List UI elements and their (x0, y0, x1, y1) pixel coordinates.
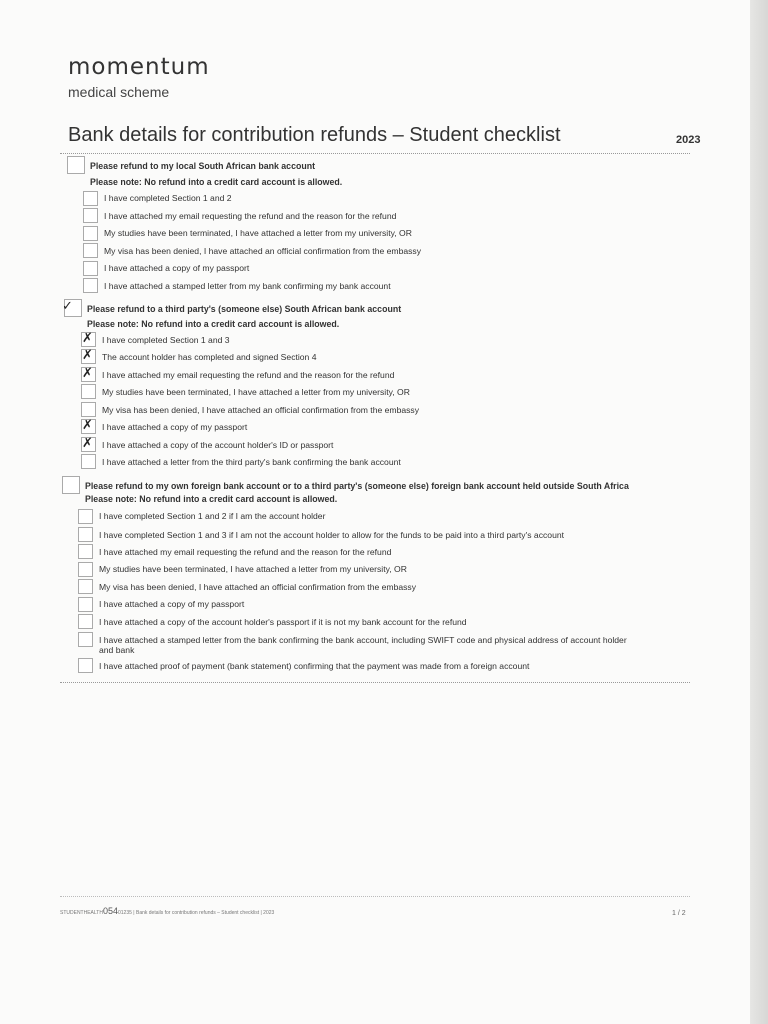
section2-note: Please note: No refund into a credit card account is allowed. (87, 319, 340, 329)
section3-item-checkbox[interactable] (78, 544, 93, 559)
section3-item-checkbox[interactable] (78, 509, 93, 524)
checklist-end-divider (60, 682, 690, 683)
section1-item: I have completed Section 1 and 2 (104, 193, 232, 203)
section3-item-checkbox[interactable] (78, 527, 93, 542)
page-number: 1 / 2 (672, 910, 686, 917)
section1-checkbox[interactable] (67, 156, 85, 174)
page-title: Bank details for contribution refunds – Student checklist (68, 124, 561, 146)
handwritten-cross-mark: ✗ (82, 436, 93, 451)
section3-item-checkbox[interactable] (78, 597, 93, 612)
handwritten-check-mark: ✓ (62, 299, 73, 314)
handwritten-cross-mark: ✗ (82, 348, 93, 363)
footer-code-prefix: STUDENTHEALTH (60, 910, 103, 916)
section3-item-checkbox[interactable] (78, 562, 93, 577)
section1-note: Please note: No refund into a credit card account is allowed. (90, 177, 343, 187)
section3-item: I have attached proof of payment (bank statement) confirming that the payment was made from a foreign account (99, 661, 530, 671)
section1-item: My visa has been denied, I have attached an official confirmation from the embassy (104, 246, 422, 256)
section3-item: I have attached my email requesting the refund and the reason for the refund (99, 547, 392, 557)
section1-item-checkbox[interactable] (83, 191, 98, 206)
section2-item: I have attached a copy of the account holder's ID or passport (102, 440, 334, 450)
section2-item-checkbox[interactable] (81, 384, 96, 399)
section1-item-checkbox[interactable] (83, 208, 98, 223)
section3-item: My studies have been terminated, I have attached a letter from my university, OR (99, 564, 407, 574)
section1-item-checkbox[interactable] (83, 261, 98, 276)
section2-heading: Please refund to a third party's (someone else) South African bank account (87, 304, 402, 314)
section3-checkbox[interactable] (62, 476, 80, 494)
document-year: 2023 (676, 134, 701, 146)
section2-item: I have attached a copy of my passport (102, 422, 248, 432)
handwritten-cross-mark: ✗ (82, 418, 93, 433)
handwritten-cross-mark: ✗ (82, 331, 93, 346)
section2-item: I have attached a letter from the third party's bank confirming the bank account (102, 457, 401, 467)
title-divider (60, 153, 690, 154)
section3-item-continued: and bank (99, 645, 135, 655)
footer-code-suffix: 01235 | Bank details for contribution refunds – Student checklist | 2023 (118, 910, 275, 916)
section3-item: My visa has been denied, I have attached an official confirmation from the embassy (99, 582, 417, 592)
section1-item: I have attached a copy of my passport (104, 263, 250, 273)
section3-item: I have attached a stamped letter from the bank confirming the bank account, including SWIFT code and physical address of account holder (99, 635, 627, 645)
handwritten-cross-mark: ✗ (82, 366, 93, 381)
section3-item-checkbox[interactable] (78, 658, 93, 673)
section2-item-checkbox[interactable] (81, 454, 96, 469)
section1-item: I have attached a stamped letter from my bank confirming my bank account (104, 281, 391, 291)
section2-item: My studies have been terminated, I have attached a letter from my university, OR (102, 387, 410, 397)
section1-item: I have attached my email requesting the refund and the reason for the refund (104, 211, 397, 221)
footer-divider (60, 896, 690, 897)
section3-item-checkbox[interactable] (78, 614, 93, 629)
section1-item-checkbox[interactable] (83, 226, 98, 241)
footer-code-number: 054 (102, 906, 118, 916)
section1-item: My studies have been terminated, I have attached a letter from my university, OR (104, 228, 412, 238)
section1-item-checkbox[interactable] (83, 278, 98, 293)
section1-heading: Please refund to my local South African bank account (90, 161, 316, 171)
section3-item: I have completed Section 1 and 3 if I am not the account holder to allow for the funds to be paid into a third party's account (99, 530, 565, 540)
section2-item: I have attached my email requesting the refund and the reason for the refund (102, 370, 395, 380)
section3-item: I have completed Section 1 and 2 if I am the account holder (99, 511, 326, 521)
brand-name: momentum (68, 54, 210, 80)
section3-note: Please note: No refund into a credit card account is allowed. (85, 494, 338, 504)
section3-heading: Please refund to my own foreign bank account or to a third party's (someone else) foreign bank account held outside South Africa (85, 481, 629, 491)
section3-item-checkbox[interactable] (78, 579, 93, 594)
section3-item-checkbox[interactable] (78, 632, 93, 647)
section2-item: The account holder has completed and signed Section 4 (102, 352, 317, 362)
section2-item: My visa has been denied, I have attached an official confirmation from the embassy (102, 405, 420, 415)
section1-item-checkbox[interactable] (83, 243, 98, 258)
section3-item: I have attached a copy of my passport (99, 599, 245, 609)
section3-item: I have attached a copy of the account holder's passport if it is not my bank account for the refund (99, 617, 467, 627)
scanner-edge (750, 0, 768, 1024)
brand-logo (68, 54, 210, 100)
section2-item: I have completed Section 1 and 3 (102, 335, 230, 345)
brand-subtitle: medical scheme (68, 84, 170, 100)
section2-item-checkbox[interactable] (81, 402, 96, 417)
footer-reference (60, 906, 274, 916)
